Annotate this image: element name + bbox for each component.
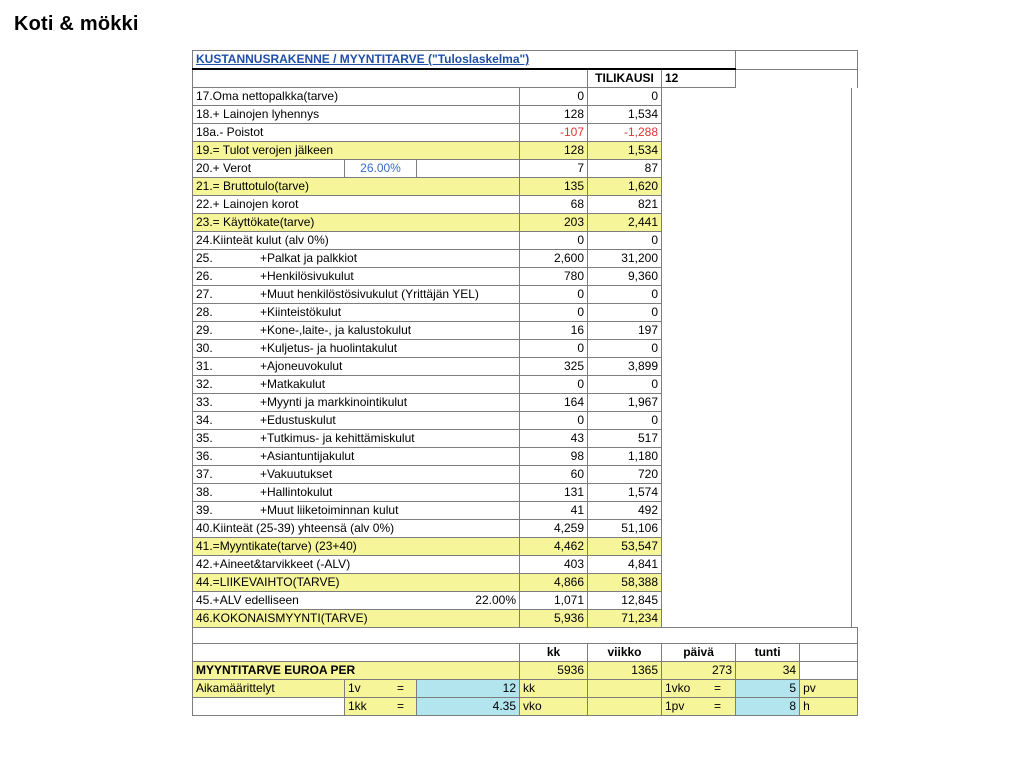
spreadsheet: [192, 50, 857, 716]
row-month-value[interactable]: 0: [520, 88, 588, 106]
row-label: +Henkilösivukulut: [260, 269, 354, 283]
row-number: 29.: [196, 323, 213, 337]
table-row: [193, 610, 858, 628]
row-label: +Palkat ja palkkiot: [260, 251, 358, 265]
row-year-value[interactable]: 1,620: [588, 178, 662, 196]
table-row: [193, 484, 858, 502]
row-number: 37.: [196, 467, 213, 481]
row-month-value[interactable]: 403: [520, 556, 588, 574]
row-label: +Ajoneuvokulut: [260, 359, 343, 373]
row-year-value[interactable]: 0: [588, 304, 662, 322]
row-number: 35.: [196, 431, 213, 445]
row-month-value[interactable]: 41: [520, 502, 588, 520]
table-row: [193, 340, 858, 358]
row-month-value[interactable]: 16: [520, 322, 588, 340]
row-year-value[interactable]: 517: [588, 430, 662, 448]
period-header-label[interactable]: TILIKAUSI: [588, 69, 662, 88]
row-year-value[interactable]: 1,574: [588, 484, 662, 502]
time-def-kk-value[interactable]: 12: [417, 680, 520, 698]
row-number: 33.: [196, 395, 213, 409]
row-year-value[interactable]: 0: [588, 88, 662, 106]
row-label: 42.+Aineet&tarvikkeet (-ALV): [193, 556, 520, 574]
page-title: Koti & mökki: [14, 13, 139, 35]
table-row: [193, 520, 858, 538]
table-row: [193, 178, 858, 196]
col-paiva: päivä: [662, 644, 736, 662]
row-number: 39.: [196, 503, 213, 517]
time-def-1pv: 1pv: [665, 699, 685, 713]
table-row: [193, 232, 858, 250]
sales-need-label: MYYNTITARVE EUROA PER: [193, 662, 520, 680]
row-month-value[interactable]: 0: [520, 286, 588, 304]
time-def-vko-unit: vko: [520, 698, 588, 716]
time-def-1v: 1v: [348, 681, 361, 695]
row-year-value[interactable]: 0: [588, 340, 662, 358]
row-year-value[interactable]: 0: [588, 286, 662, 304]
row-number: 27.: [196, 287, 213, 301]
table-row: [193, 592, 858, 610]
col-tunti: tunti: [736, 644, 800, 662]
row-month-value[interactable]: 43: [520, 430, 588, 448]
table-row: [193, 412, 858, 430]
time-def-vko-value[interactable]: 4.35: [417, 698, 520, 716]
row-year-value[interactable]: 0: [588, 376, 662, 394]
row-number: 30.: [196, 341, 213, 355]
row-year-value[interactable]: 31,200: [588, 250, 662, 268]
row-month-value[interactable]: 0: [520, 304, 588, 322]
row-label: +Myynti ja markkinointikulut: [260, 395, 408, 409]
row-month-value[interactable]: 1,071: [520, 592, 588, 610]
row-month-value[interactable]: 0: [520, 412, 588, 430]
table-row: [193, 250, 858, 268]
row-month-value[interactable]: 0: [520, 232, 588, 250]
row-month-value[interactable]: 128: [520, 106, 588, 124]
row-month-value[interactable]: 4,866: [520, 574, 588, 592]
table-row: [193, 304, 858, 322]
table-row: [193, 286, 858, 304]
time-def-kk-unit: kk: [520, 680, 588, 698]
period-header-value[interactable]: 12: [662, 69, 736, 88]
row-month-value[interactable]: 0: [520, 340, 588, 358]
table-row: [193, 574, 858, 592]
table-row: [193, 124, 858, 142]
row-month-value[interactable]: 2,600: [520, 250, 588, 268]
row-year-value[interactable]: 2,441: [588, 214, 662, 232]
row-number: 36.: [196, 449, 213, 463]
row-number: 34.: [196, 413, 213, 427]
row-year-value[interactable]: 720: [588, 466, 662, 484]
table-row: [193, 106, 858, 124]
row-year-value[interactable]: 3,899: [588, 358, 662, 376]
row-year-value[interactable]: 71,234: [588, 610, 662, 628]
row-month-value[interactable]: 4,462: [520, 538, 588, 556]
time-def-1kk: 1kk: [348, 699, 367, 713]
row-label: +Kiinteistökulut: [260, 305, 342, 319]
row-number: 26.: [196, 269, 213, 283]
time-def-eq2: =: [714, 699, 722, 713]
row-month-value[interactable]: -107: [520, 124, 588, 142]
row-year-value[interactable]: 1,180: [588, 448, 662, 466]
row-year-value[interactable]: 197: [588, 322, 662, 340]
row-month-value[interactable]: 780: [520, 268, 588, 286]
table-row: [193, 322, 858, 340]
row-label: +Muut henkilöstösivukulut (Yrittäjän YEL): [260, 287, 479, 301]
row-label: 44.=LIIKEVAIHTO(TARVE): [193, 574, 520, 592]
table-row: [193, 466, 858, 484]
row-month-value[interactable]: 60: [520, 466, 588, 484]
time-defs-label: Aikamäärittelyt: [193, 680, 345, 698]
row-month-value[interactable]: 98: [520, 448, 588, 466]
row-number: 25.: [196, 251, 213, 265]
row-label: 18a.- Poistot: [193, 124, 520, 142]
time-def-eq: =: [397, 699, 405, 713]
sales-need-tunti[interactable]: 34: [736, 662, 800, 680]
time-def-1vko: 1vko: [665, 681, 691, 695]
table-row: [193, 538, 858, 556]
row-number: 38.: [196, 485, 213, 499]
row-year-value[interactable]: -1,288: [588, 124, 662, 142]
row-label: 45.+ALV edelliseen: [193, 592, 417, 610]
row-label: +Kone-,laite-, ja kalustokulut: [260, 323, 412, 337]
table-row: [193, 376, 858, 394]
sales-need-kk[interactable]: 5936: [520, 662, 588, 680]
row-year-value[interactable]: 821: [588, 196, 662, 214]
row-year-value[interactable]: 58,388: [588, 574, 662, 592]
time-def-pv-value[interactable]: 5: [736, 680, 800, 698]
row-month-value[interactable]: 164: [520, 394, 588, 412]
row-month-value[interactable]: 5,936: [520, 610, 588, 628]
table-row: [193, 430, 858, 448]
row-number: 32.: [196, 377, 213, 391]
time-def-h-unit: h: [800, 698, 858, 716]
row-label: +Hallintokulut: [260, 485, 333, 499]
vat-rate[interactable]: 22.00%: [417, 592, 520, 610]
tax-rate-input[interactable]: 26.00%: [345, 160, 417, 178]
sales-need-viikko[interactable]: 1365: [588, 662, 662, 680]
row-label: +Matkakulut: [260, 377, 326, 391]
row-label: 46.KOKONAISMYYNTI(TARVE): [193, 610, 520, 628]
row-label: 40.Kiinteät (25-39) yhteensä (alv 0%): [193, 520, 520, 538]
row-label: +Kuljetus- ja huolintakulut: [260, 341, 398, 355]
row-year-value[interactable]: 53,547: [588, 538, 662, 556]
time-def-eq: =: [397, 681, 405, 695]
table-row: [193, 88, 858, 106]
row-label: 22.+ Lainojen korot: [193, 196, 520, 214]
row-year-value[interactable]: 0: [588, 232, 662, 250]
row-label: +Edustuskulut: [260, 413, 336, 427]
row-year-value[interactable]: 492: [588, 502, 662, 520]
row-year-value[interactable]: 4,841: [588, 556, 662, 574]
cost-structure-table: [192, 50, 858, 716]
sheet-heading: KUSTANNUSRAKENNE / MYYNTITARVE ("Tuloslaskelma"): [193, 51, 736, 70]
row-month-value[interactable]: 135: [520, 178, 588, 196]
row-year-value[interactable]: 9,360: [588, 268, 662, 286]
table-row: [193, 268, 858, 286]
table-row: [193, 160, 858, 178]
sales-need-paiva[interactable]: 273: [662, 662, 736, 680]
row-label: 24.Kiinteät kulut (alv 0%): [193, 232, 520, 250]
table-row: [193, 358, 858, 376]
row-month-value[interactable]: 131: [520, 484, 588, 502]
row-year-value[interactable]: 1,967: [588, 394, 662, 412]
table-row: [193, 142, 858, 160]
row-label: 19.= Tulot verojen jälkeen: [193, 142, 520, 160]
table-row: [193, 214, 858, 232]
row-month-value[interactable]: 325: [520, 358, 588, 376]
row-month-value[interactable]: 128: [520, 142, 588, 160]
row-number: 28.: [196, 305, 213, 319]
row-month-value[interactable]: 68: [520, 196, 588, 214]
row-label: +Asiantuntijakulut: [260, 449, 355, 463]
row-number: 31.: [196, 359, 213, 373]
row-label: 41.=Myyntikate(tarve) (23+40): [193, 538, 520, 556]
row-label: 23.= Käyttökate(tarve): [193, 214, 520, 232]
time-def-h-value[interactable]: 8: [736, 698, 800, 716]
row-month-value[interactable]: 7: [520, 160, 588, 178]
row-year-value[interactable]: 87: [588, 160, 662, 178]
row-year-value[interactable]: 1,534: [588, 142, 662, 160]
time-def-pv-unit: pv: [800, 680, 858, 698]
row-month-value[interactable]: 0: [520, 376, 588, 394]
row-label: +Muut liiketoiminnan kulut: [260, 503, 399, 517]
row-year-value[interactable]: 0: [588, 412, 662, 430]
row-year-value[interactable]: 1,534: [588, 106, 662, 124]
table-row: [193, 556, 858, 574]
row-label: +Vakuutukset: [260, 467, 333, 481]
row-month-value[interactable]: 4,259: [520, 520, 588, 538]
col-kk: kk: [520, 644, 588, 662]
col-viikko: viikko: [588, 644, 662, 662]
table-row: [193, 394, 858, 412]
row-label: 18.+ Lainojen lyhennys: [193, 106, 520, 124]
row-label: +Tutkimus- ja kehittämiskulut: [260, 431, 415, 445]
row-year-value[interactable]: 51,106: [588, 520, 662, 538]
row-label: 21.= Bruttotulo(tarve): [193, 178, 520, 196]
row-month-value[interactable]: 203: [520, 214, 588, 232]
row-label: 20.+ Verot: [193, 160, 345, 178]
table-row: [193, 448, 858, 466]
row-label: 17.Oma nettopalkka(tarve): [193, 88, 520, 106]
table-row: [193, 502, 858, 520]
time-def-eq2: =: [714, 681, 722, 695]
table-row: [193, 196, 858, 214]
row-year-value[interactable]: 12,845: [588, 592, 662, 610]
